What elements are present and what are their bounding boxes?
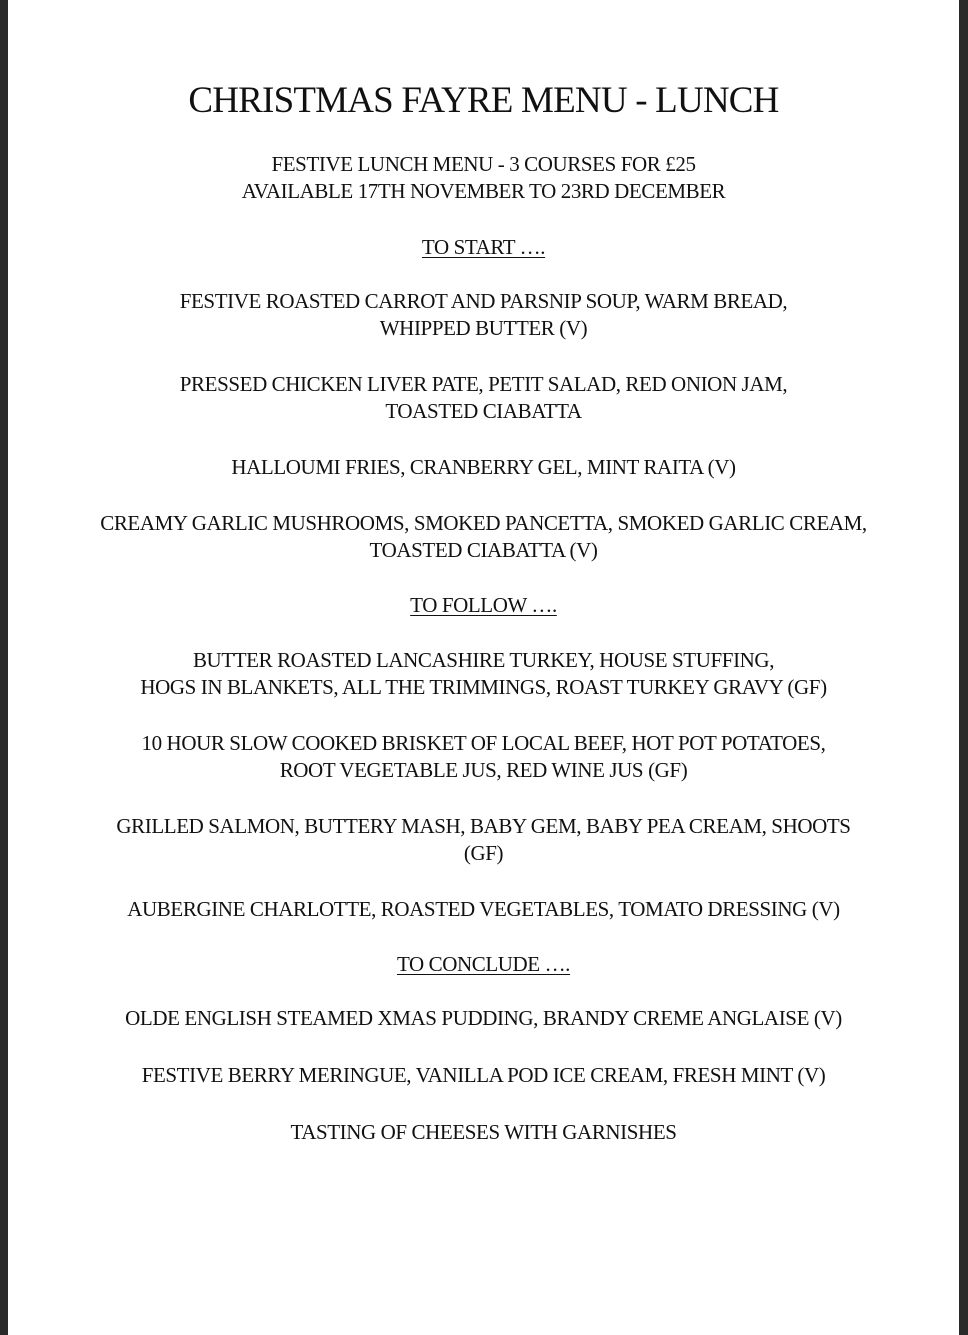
main-item: GRILLED SALMON, BUTTERY MASH, BABY GEM, BABY PEA CREAM, SHOOTS (GF) xyxy=(116,814,851,865)
section-heading-mains: TO FOLLOW …. xyxy=(410,593,557,617)
main-item: AUBERGINE CHARLOTTE, ROASTED VEGETABLES, TOMATO DRESSING (V) xyxy=(127,897,840,921)
dessert-item: OLDE ENGLISH STEAMED XMAS PUDDING, BRANDY CREME ANGLAISE (V) xyxy=(125,1006,842,1030)
left-border xyxy=(0,0,8,1335)
dessert-item: FESTIVE BERRY MERINGUE, VANILLA POD ICE CREAM, FRESH MINT (V) xyxy=(141,1063,826,1087)
dessert-item: TASTING OF CHEESES WITH GARNISHES xyxy=(290,1120,677,1144)
main-item: BUTTER ROASTED LANCASHIRE TURKEY, HOUSE STUFFING, HOGS IN BLANKETS, ALL THE TRIMMINGS, ROAST TURKEY GRAVY (GF) xyxy=(140,648,827,699)
menu-page xyxy=(8,0,959,1335)
menu-subtitle xyxy=(8,151,959,205)
starter-item: PRESSED CHICKEN LIVER PATE, PETIT SALAD, RED ONION JAM, TOASTED CIABATTA xyxy=(179,372,788,423)
section-heading-starters: TO START …. xyxy=(421,235,546,259)
right-border xyxy=(959,0,968,1335)
starter-item: HALLOUMI FRIES, CRANBERRY GEL, MINT RAITA (V) xyxy=(231,455,736,479)
section-heading-desserts: TO CONCLUDE …. xyxy=(396,952,571,976)
subtitle-availability-line: AVAILABLE 17TH NOVEMBER TO 23RD DECEMBER xyxy=(241,179,726,203)
starter-item: FESTIVE ROASTED CARROT AND PARSNIP SOUP, WARM BREAD, WHIPPED BUTTER (V) xyxy=(179,289,788,340)
subtitle-price-line: FESTIVE LUNCH MENU - 3 COURSES FOR £25 xyxy=(271,152,696,176)
main-item: 10 HOUR SLOW COOKED BRISKET OF LOCAL BEEF, HOT POT POTATOES, ROOT VEGETABLE JUS, RED WINE JUS (GF) xyxy=(141,731,826,782)
menu-title: CHRISTMAS FAYRE MENU - LUNCH xyxy=(188,80,779,121)
starter-item: CREAMY GARLIC MUSHROOMS, SMOKED PANCETTA, SMOKED GARLIC CREAM, TOASTED CIABATTA (V) xyxy=(100,511,867,562)
